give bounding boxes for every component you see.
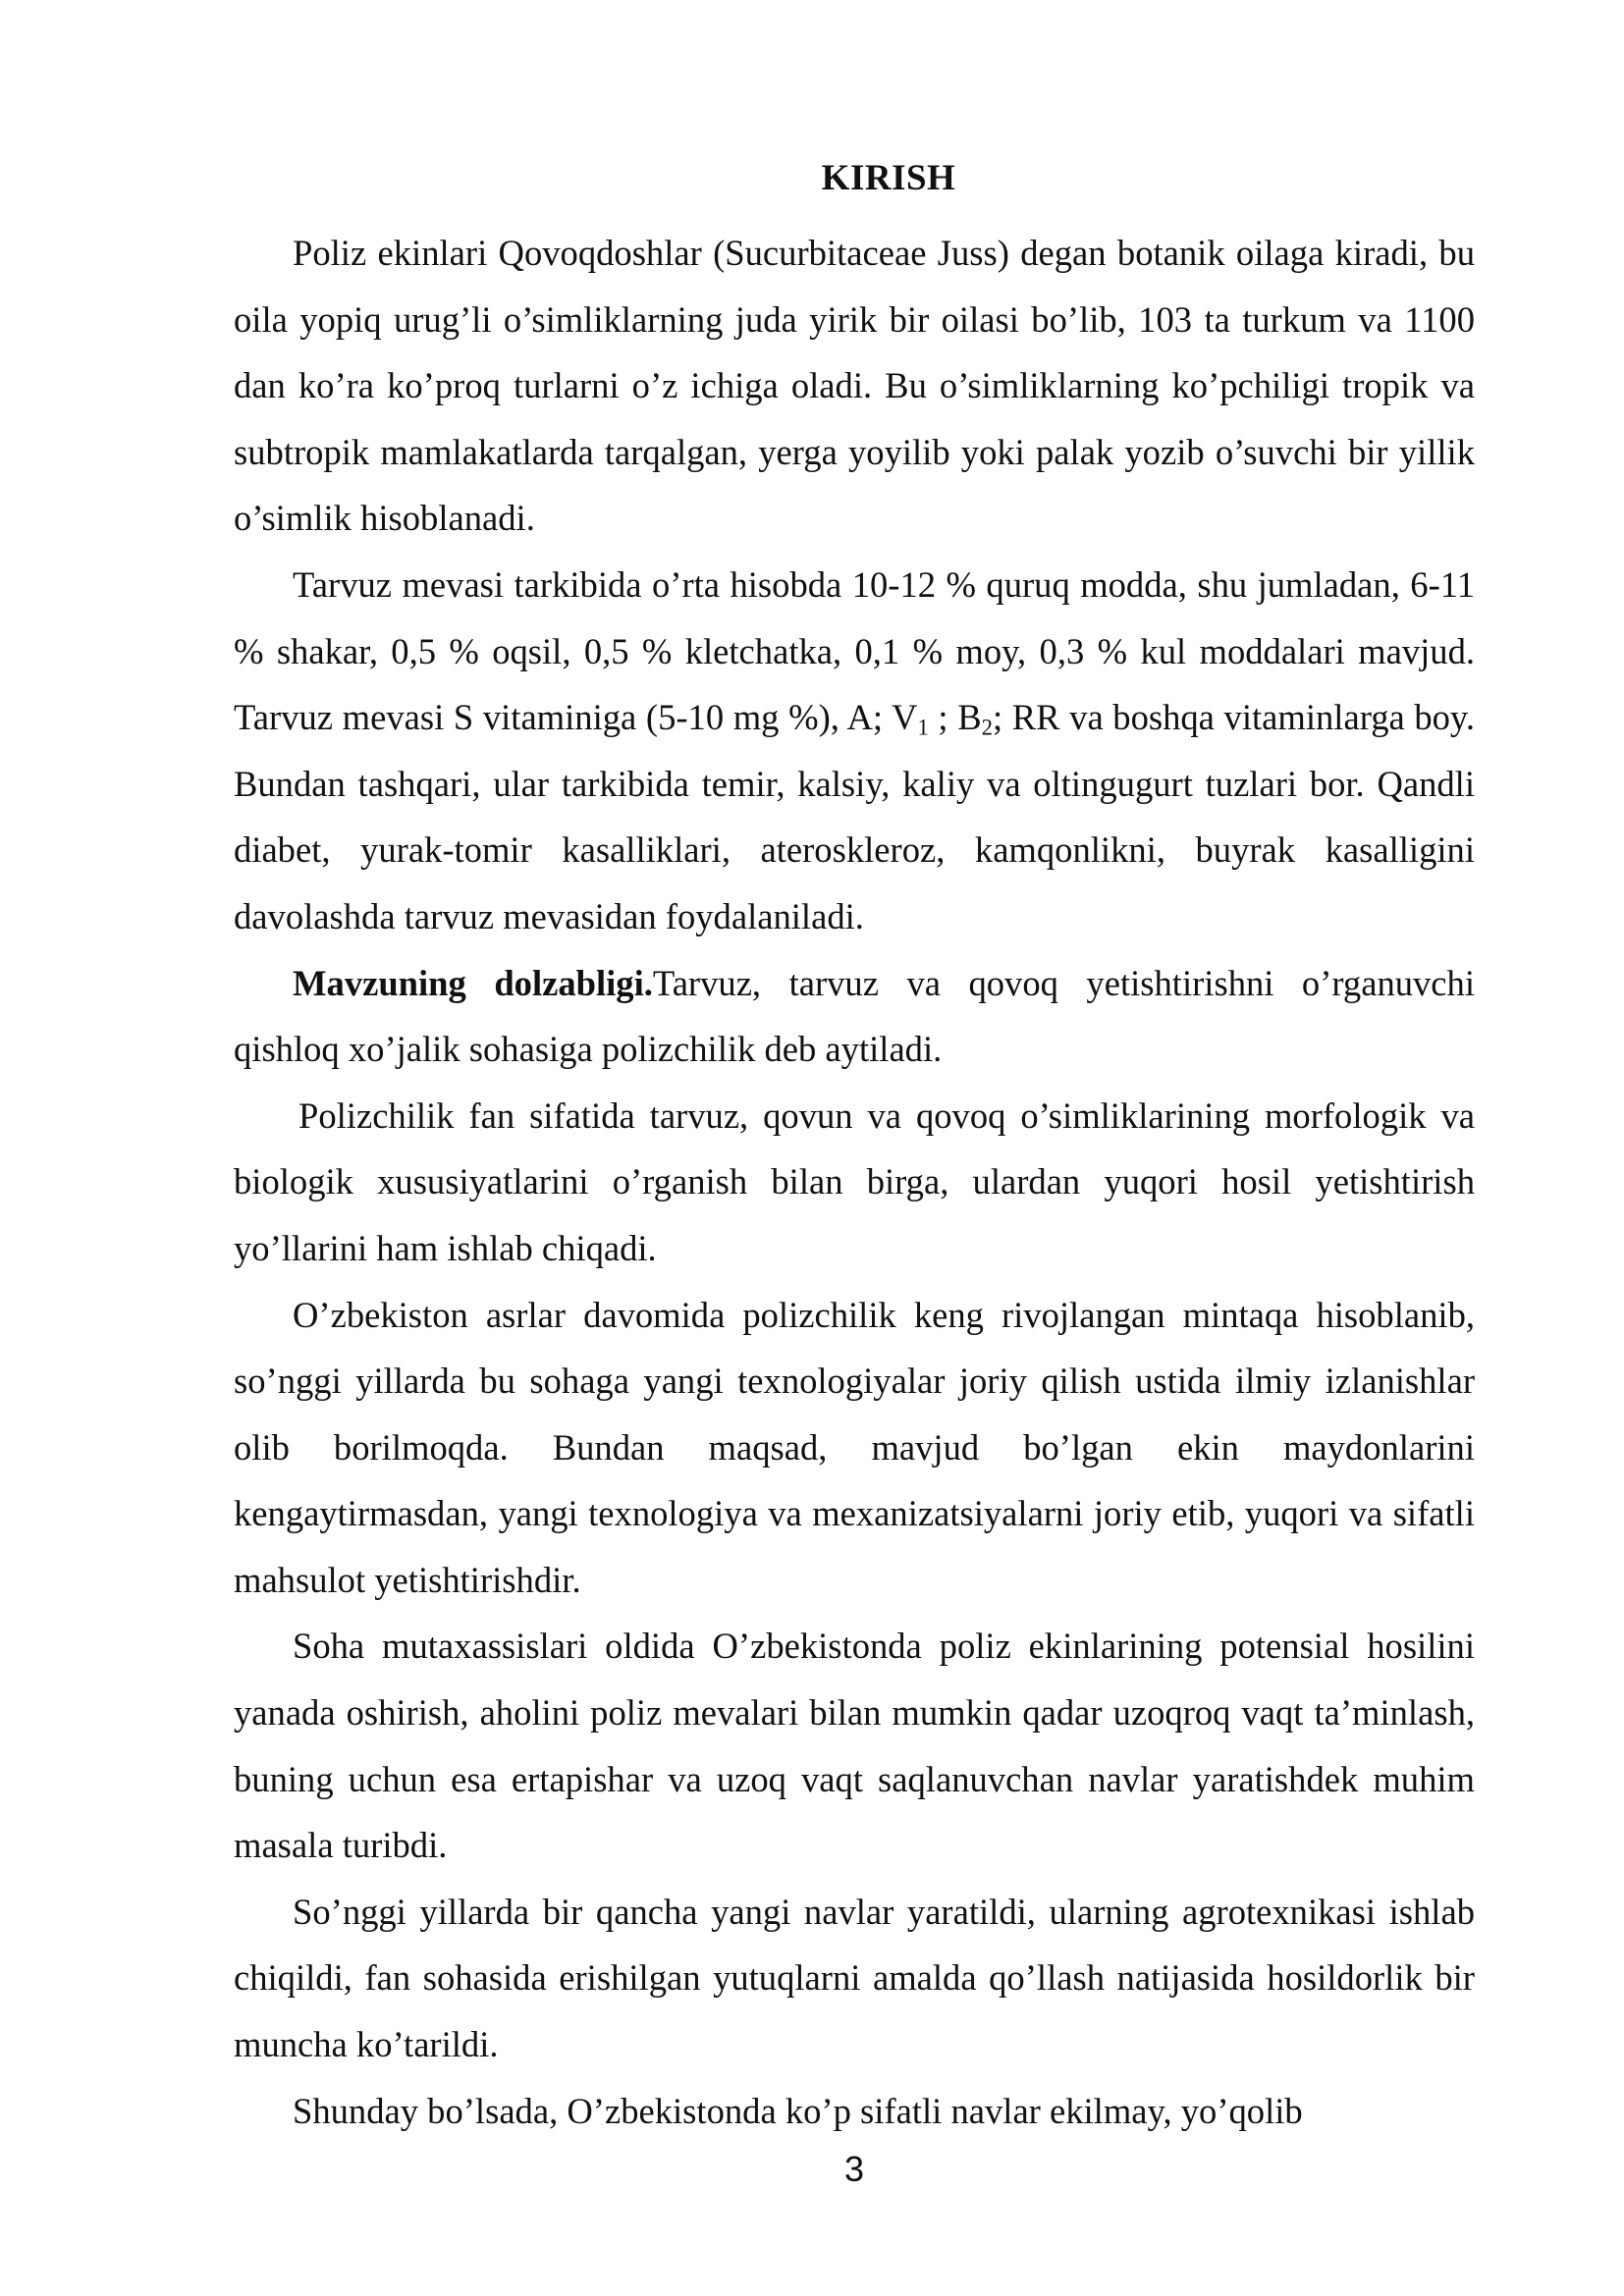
paragraph-4: Polizchilik fan sifatida tarvuz, qovun va qovoq o’simliklarining morfologik va biologik xususiyatlarini o’rganish bilan birga, ulardan yuqori hosil yetishtirish yo’llarini ham ishlab chiqadi.	[234, 1095, 1475, 1268]
paragraph-5: O’zbekiston asrlar davomida polizchilik keng rivojlangan mintaqa hisoblanib, so’nggi yillarda bu sohaga yangi texnologiyalar joriy qilish ustida ilmiy izlanishlar olib borilmoqda. Bundan maqsad, mavjud bo’lgan ekin maydonlarini kengaytirmasdan, yangi texnologiya va mexanizatsiyalarni joriy etib, yuqori va sifatli mahsulot yetishtirishdir.	[234, 1294, 1475, 1600]
paragraph-1: Poliz ekinlari Qovoqdoshlar (Sucurbitaceae Juss) degan botanik oilaga kiradi, bu oila yopiq urug’li o’simliklarning juda yirik bir oilasi bo’lib, 103 ta turkum va 1100 dan ko’ra ko’proq turlarni o’z ichiga oladi. Bu o’simliklarning ko’pchiligi tropik va subtropik mamlakatlarda tarqalgan, yerga yoyilib yoki palak yozib o’suvchi bir yillik o’simlik hisoblanadi.	[234, 233, 1475, 539]
paragraph-3-text: Tarvuz, tarvuz va qovoq yetishtirishni o’rganuvchi qishloq xo’jalik sohasiga polizchilik deb aytiladi.	[234, 962, 1475, 1070]
page-title: KIRISH	[821, 158, 956, 198]
subscript-2: 2	[981, 715, 993, 740]
document-body	[234, 220, 1475, 2144]
paragraph-6: Soha mutaxassislari oldida O’zbekistonda poliz ekinlarining potensial hosilini yanada oshirish, aholini poliz mevalari bilan mumkin qadar uzoqroq vaqt ta’minlash, buning uchun esa ertapishar va uzoq vaqt saqlanuvchan navlar yaratishdek muhim masala turibdi.	[234, 1626, 1475, 1866]
paragraph-3	[234, 950, 1475, 1083]
paragraph-8: Shunday bo’lsada, O’zbekistonda ko’p sifatli navlar ekilmay, yo’qolib	[293, 2090, 1303, 2131]
paragraph-2-text-a: Tarvuz mevasi tarkibida o’rta hisobda 10-12 % quruq modda, shu jumladan, 6-11 % shakar, 0,5 % oqsil, 0,5 % kletchatka, 0,1 % moy, 0,3 % kul moddalari mavjud. Tarvuz mevasi S vitaminiga (5-10 mg %), A; V	[234, 563, 1475, 738]
subscript-1: 1	[917, 715, 929, 740]
paragraph-2-text-c: ; RR va boshqa vitaminlarga boy. Bundan tashqari, ular tarkibida temir, kalsiy, kaliy va oltingugurt tuzlari bor. Qandli diabet, yurak-tomir kasalliklari, ateroskleroz, kamqonlikni, buyrak kasalligini davolashda tarvuz mevasidan foydalaniladi.	[234, 697, 1475, 936]
section-lead-heading: Mavzuning dolzabligi.	[293, 962, 653, 1003]
paragraph-2	[234, 552, 1475, 950]
page-number: 3	[843, 2149, 865, 2189]
paragraph-2-text-b: ; B	[928, 697, 982, 738]
paragraph-7: So’nggi yillarda bir qancha yangi navlar yaratildi, ularning agrotexnikasi ishlab chiqildi, fan sohasida erishilgan yutuqlarni amalda qo’llash natijasida hosildorlik bir muncha ko’tarildi.	[234, 1891, 1475, 2065]
